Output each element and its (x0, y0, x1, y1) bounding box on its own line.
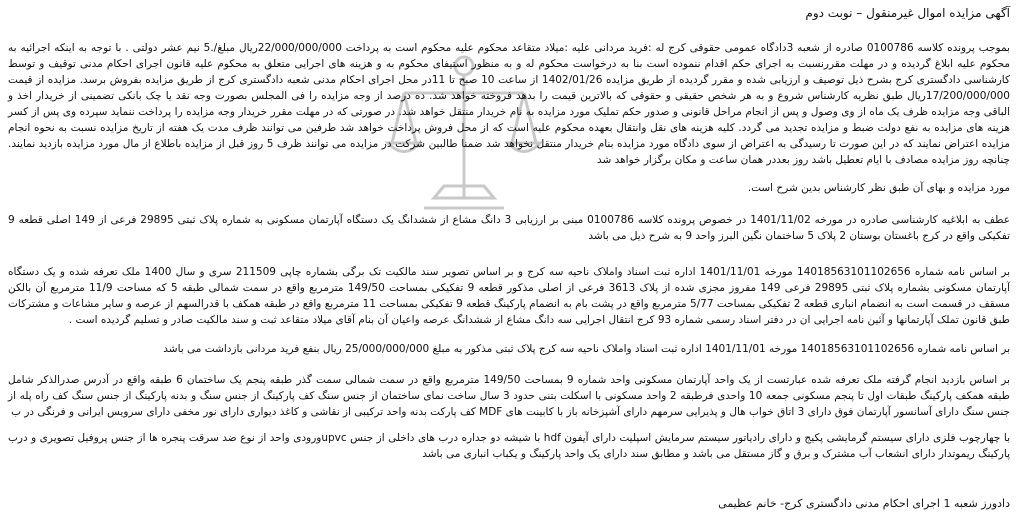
notice-paragraph-amenities: با چهارچوب فلزی دارای سیستم گرمایشی پکیج و دارای رادیاتور سیستم سرمایش اسپلیت دارای آیفون hdf با شیشه دو جداره درب های داخلی از جنس upvcورودی واحد از نوع ضد سرقت پنجره ها از جنس پروفیل تصویری و درب پارکینگ ریموتدار دارای انشعاب آب مشترک و برق و گاز مستقل می باشد و مطابق سند دارای یک واحد پارکینگ و یکباب انباری می باشد (8, 432, 1010, 460)
notice-paragraph-subject-intro: مورد مزایده و بهای آن طبق نظر کارشناس بدین شرح است. (747, 182, 1010, 194)
auction-notice-document (4, 0, 1020, 516)
notice-paragraph-inspection: بر اساس بازدید انجام گرفته ملک تعرفه شده عبارتست از یک واحد آپارتمان مسکونی واحد شماره 9 بمساحت 149/50 مترمربع واقع در سمت شمالی سمت گذر طبقه پنجم یک ساختمان 6 طبقه واقع در آدرس صدرالذکر شامل طبقه همکف پارکینگ طبقات اول تا پنجم مسکونی جمعه 10 واحدی فرطبقه 2 واحد مسکونی با اسکلت بتنی حدود 3 سال ساخت نمای ساختمان از جنس سنگ کف پارکینگ از جنس سنگ و بدنه پارکینگ از جنس سنگ کف راه پله از جنس سنگ دارای آسانسور آپارتمان فوق دارای 3 اتاق خواب هال و پذیرایی سرمهم دارای آشپزخانه باز با کابینت های MDF کف پارکت بدنه واحد ترکیبی از نقاشی و کاغذ دیواری دارای نور مخفی دارای سرویس ایرانی و فرنگی در ب (8, 374, 1010, 418)
notice-paragraph-registry-letter: بر اساس نامه شماره 14018563101102656 مورخه 1401/11/01 اداره ثبت اسناد واملاک ناحیه سه کرج و بر اساس تصویر سند مالکیت تک برگی بشماره چاپی 211509 سری و سال 1400 ملک تعرفه شده و یک دستگاه آپارتمان مسکونی بشماره پلاک ثبتی 29895 فرعی 149 مفروز مجزی شده از پلاک 3613 فرعی از اصلی مذکور قطعه 9 تفکیکی بمساحت 149/50 مترمربع واقع در سمت شمالی طبقه 5 که مساحت 11/9 مترمربع آن بالکن مسقف در قسمت است به انضمام انباری قطعه 2 تفکیکی بمساحت 5/77 مترمربع واقع در پشت بام به انضمام پارکینگ قطعه 9 تفکیکی بمساحت 11 مترمربع واقع در طبقه همکف با قدرالسهم از عرصه و سایر مشاعات و مشترکات طبق قانون تملک آپارتمانها و آئین نامه اجرایی ان در دفتر اسناد رسمی شماره 93 کرج انتقال اجرایی سه دانگ مشاع از ششدانگ عرصه واعیان آن بنام آقای میلاد متقاعد ثبت و سند مالکیت صادر و تسلیم گردیده است . (8, 266, 1011, 326)
notice-paragraph-expert-referral: عطف به ابلاغیه کارشناسی صادره در مورخه 1401/11/02 در خصوص پرونده کلاسه 0100786 مبنی بر ارزیابی 3 دانگ مشاع از ششدانگ یک دستگاه آپارتمان مسکونی به شماره پلاک ثبتی 29895 فرعی از 149 اصلی قطعه 9 تفکیکی واقع در کرج باغستان بوستان 2 پلاک 5 ساختمان نگین البرز واحد 9 به شرح ذیل می باشد (8, 214, 1011, 242)
notice-heading: آگهی مزایده اموال غیرمنقول – نوبت دوم (805, 6, 1010, 20)
notice-signature: دادورز شعبه 1 اجرای احکام مدنی دادگستری کرج- خانم عظیمی (718, 497, 1010, 510)
notice-paragraph-case-details: بموجب پرونده کلاسه 0100786 صادره از شعبه 3دادگاه عمومی حقوقی کرج له :فرید مردانی علیه :میلاد متقاعد محکوم علیه محکوم است به پرداخت 22/000/000/000ریال مبلغ/.5 نیم عشر دولتی . با توجه به اینکه اجرائیه به محکوم علیه ابلاغ گردیده و در مهلت مقررنسبت به اجرای حکم اقدام ننموده است بنا به درخواست محکوم له و به منظور استیفای محکوم به و هزینه های اجرایی متعلق به محکوم علیه قانون اجرای احکام مدنی توقیف و توسط کارشناسی دادگستری کرج بشرح ذیل توصیف و ارزیابی شده و مقرر گردیده از طریق مزایده 1402/01/26 از ساعت 10 صبح تا 11در محل اجرای احکام مدنی شعبه دادگستری کرج از طریق مزایده بفروش برسد. مزایده از قیمت 17/200/000/000ریال طبق نظریه کارشناس شروع و به هر شخص حقیقی و حقوقی که بالاترین قیمت را بدهد فروخته خواهد شد. ده درصد از وجه مزایده را فی المجلس بصورت وجه نقد یا چک بانکی تضمینی از خریدار اخذ و الباقی وجه مزایده ظرف یک ماه از وی وصول و پس از انجام مراحل قانونی و صدور حکم تملیک مورد مزایده به نام خریدار منتقل خواهد شد. در صورتی که در مهلت مقرر خریدار وجه مزایده را پرداخت ننماید سپرده وی پس از کسر هزینه های مزایده به نفع دولت ضبط و مزایده تجدید می گردد. کلیه هزینه های نقل وانتقال بعهده محکوم علیه است که از محل فروش پرداخت خواهد شد طرفین می توانند ظرف مدت یک هفته از تاریخ مزایده نسبت به نحوه انجام مزایده اعتراض نمایند که در این صورت تا رسیدگی به اعتراض از سوی دادگاه مورد مزایده بنام خریدار منتقل نخواهد شد ضمنا طالبین شرکت در مزایده می توانند ظرف 5 روز قبل از مزایده باطلاع از مال مورد مزایده بازدید نمایند. چنانچه روز مزایده مصادف با ایام تعطیل باشد روز بعددر همان ساعت و مکان برگزار خواهد شد (8, 42, 1011, 166)
notice-paragraph-seizure: بر اساس نامه شماره 14018563101102656 مورخه 1401/11/01 اداره ثبت اسناد واملاک ناحیه سه کرج پلاک ثبتی مذکور به مبلغ 25/000/000/000 ریال بنفع فرید مردانی بازداشت می باشد (163, 343, 1010, 355)
